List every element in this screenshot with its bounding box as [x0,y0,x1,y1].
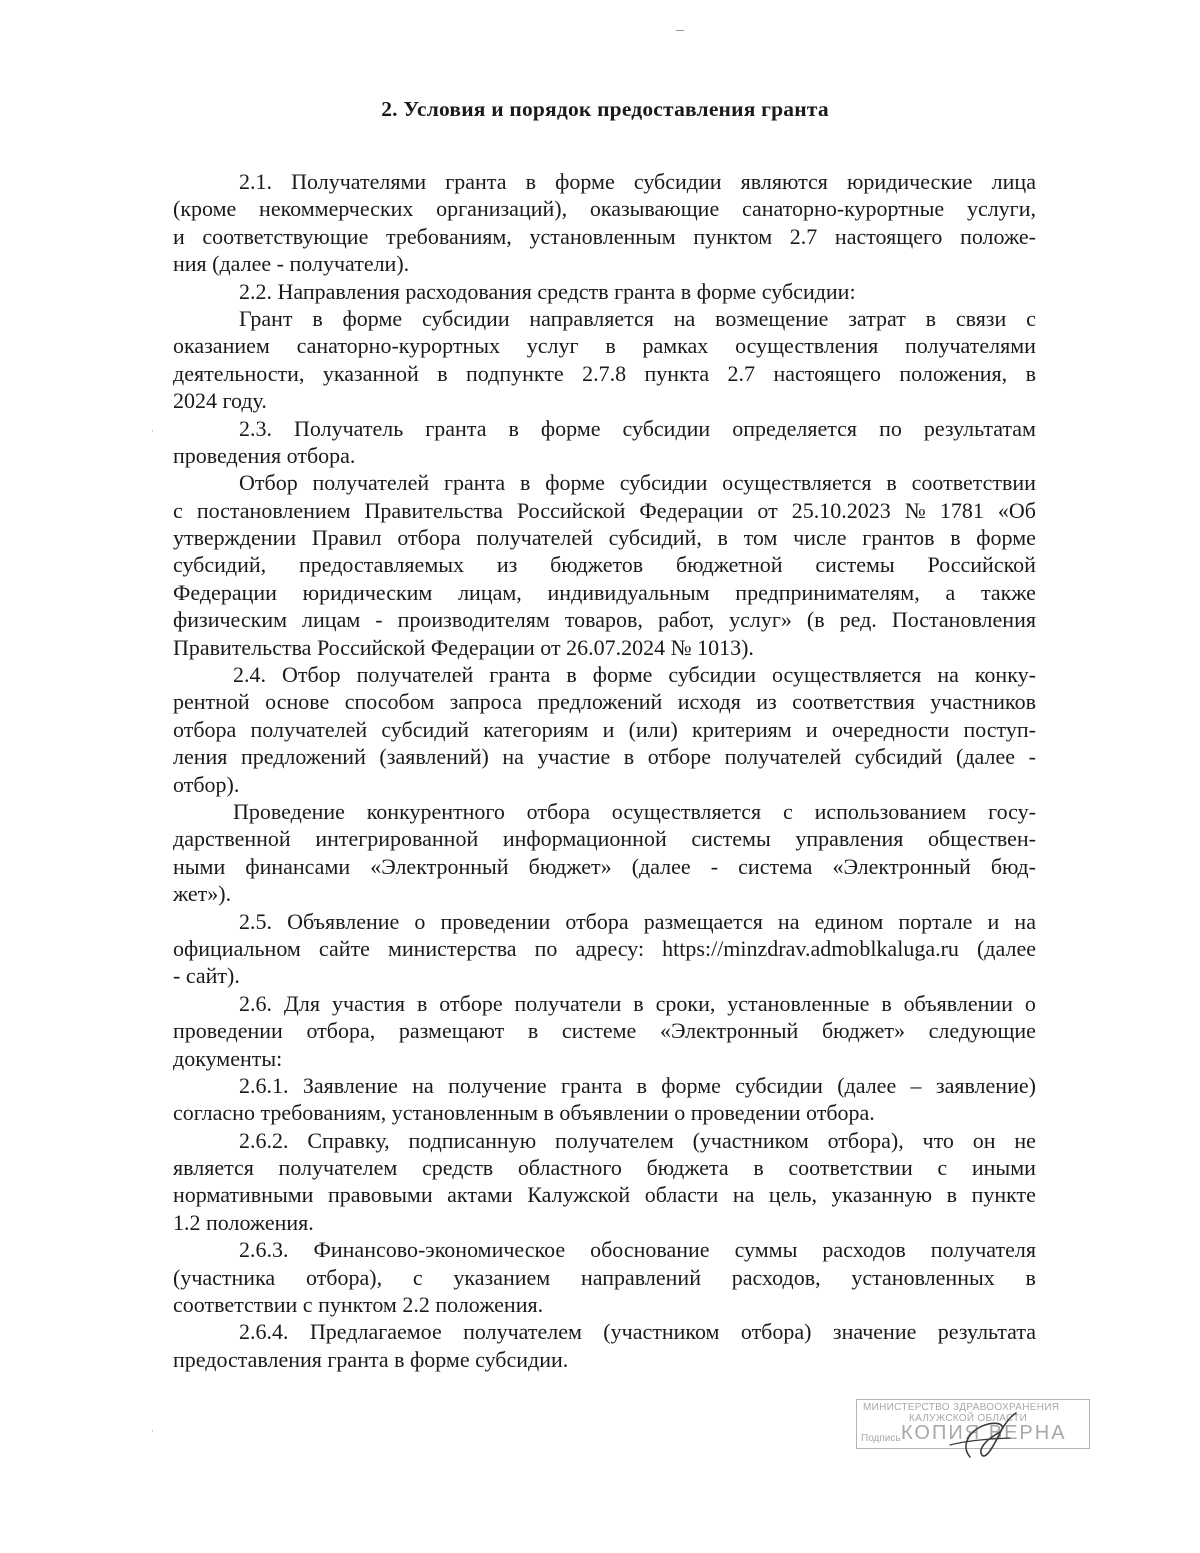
text-line: деятельности, указанной в подпункте 2.7.8 пункта 2.7 настоящего положения, в [173,360,1036,386]
section-body [173,168,1036,1373]
text-line: Проведение конкурентного отбора осуществляется с использованием госу- [233,798,1036,824]
text-line: 1.2 положения. [173,1209,314,1235]
text-line: и соответствующие требованиям, установленным пунктом 2.7 настоящего положе- [173,223,1036,249]
text-line: отбора получателей субсидий категориям и (или) критериям и очередности поступ- [173,716,1036,742]
text-line: отбор). [173,771,240,797]
text-line: Отбор получателей гранта в форме субсидии осуществляется в соответствии [239,470,1036,496]
text-line: 2.6.4. Предлагаемое получателем (участником отбора) значение результата [239,1319,1036,1345]
scan-mark [676,30,684,31]
text-line: оказанием санаторно-курортных услуг в рамках осуществления получателями [173,333,1036,359]
text-line: Правительства Российской Федерации от 26.07.2024 № 1013). [173,634,754,660]
text-line: физическим лицам - производителям товаров, работ, услуг» (в ред. Постановления [173,607,1036,633]
stamp-region: КАЛУЖСКОЙ ОБЛАСТИ [909,1413,1028,1424]
text-line: 2.6.1. Заявление на получение гранта в форме субсидии (далее – заявление) [239,1072,1036,1098]
text-line: рентной основе способом запроса предложений исходя из соответствия участников [173,689,1036,715]
text-line: (кроме некоммерческих организаций), оказывающие санаторно-курортные услуги, [173,196,1036,222]
text-line: 2024 году. [173,388,267,414]
text-line: дарственной интегрированной информационной системы управления обществен- [173,826,1036,852]
text-line: 2.4. Отбор получателей гранта в форме субсидии осуществляется на конку- [233,662,1036,688]
text-line: Федерации юридическим лицам, индивидуальным предпринимателям, а также [173,579,1036,605]
section-heading: 2. Условия и порядок предоставления гранта [381,97,829,121]
text-line: 2.6.2. Справку, подписанную получателем (участником отбора), что он не [239,1127,1036,1153]
text-line: 2.3. Получатель гранта в форме субсидии определяется по результатам [239,415,1036,441]
handwritten-signature [940,1405,1020,1465]
stamp-ministry: МИНИСТЕРСТВО ЗДРАВООХРАНЕНИЯ [863,1402,1060,1413]
text-line: субсидий, предоставляемых из бюджетов бюджетной системы Российской [173,552,1036,578]
text-line: 2.2. Направления расходования средств гранта в форме субсидии: [239,278,856,304]
text-line: жет»). [173,881,232,907]
text-line: с постановлением Правительства Российской Федерации от 25.10.2023 № 1781 «Об [173,497,1036,523]
text-line: предоставления гранта в форме субсидии. [173,1346,569,1372]
text-line: ния (далее - получатели). [173,251,410,277]
text-line: проведении отбора, размещают в системе «Электронный бюджет» следующие [173,1018,1036,1044]
text-line: ными финансами «Электронный бюджет» (далее - система «Электронный бюд- [173,853,1036,879]
text-line: согласно требованиям, установленным в объявлении о проведении отбора. [173,1100,875,1126]
text-line: 2.1. Получателями гранта в форме субсидии являются юридические лица [239,169,1036,194]
text-line: ления предложений (заявлений) на участие в отборе получателей субсидий (далее - [173,744,1036,770]
text-line: документы: [173,1045,283,1071]
text-line: Грант в форме субсидии направляется на возмещение затрат в связи с [239,305,1036,331]
text-line: соответствии с пунктом 2.2 положения. [173,1292,544,1318]
text-line: - сайт). [173,963,240,989]
text-line: утверждении Правил отбора получателей субсидий, в том числе грантов в форме [173,525,1036,551]
text-line: 2.6. Для участия в отборе получатели в сроки, установленные в объявлении о [239,990,1036,1016]
text-line: нормативными правовыми актами Калужской области на цель, указанную в пункте [173,1182,1036,1208]
text-line: (участника отбора), с указанием направлений расходов, установленных в [173,1264,1036,1290]
text-line: 2.6.3. Финансово-экономическое обоснование суммы расходов получателя [239,1237,1036,1263]
text-line: 2.5. Объявление о проведении отбора размещается на едином портале и на [239,908,1036,934]
stamp-signature-label: Подпись [861,1433,901,1444]
text-line: официальном сайте министерства по адресу: https://minzdrav.admoblkaluga.ru (далее [173,935,1036,961]
scan-margin-mark [152,1430,153,1432]
scan-margin-mark [152,430,153,432]
stamp-copy-true: КОПИЯ ВЕРНА [901,1422,1067,1444]
text-line: проведения отбора. [173,442,356,468]
text-line: является получателем средств областного бюджета в соответствии с иными [173,1155,1036,1181]
